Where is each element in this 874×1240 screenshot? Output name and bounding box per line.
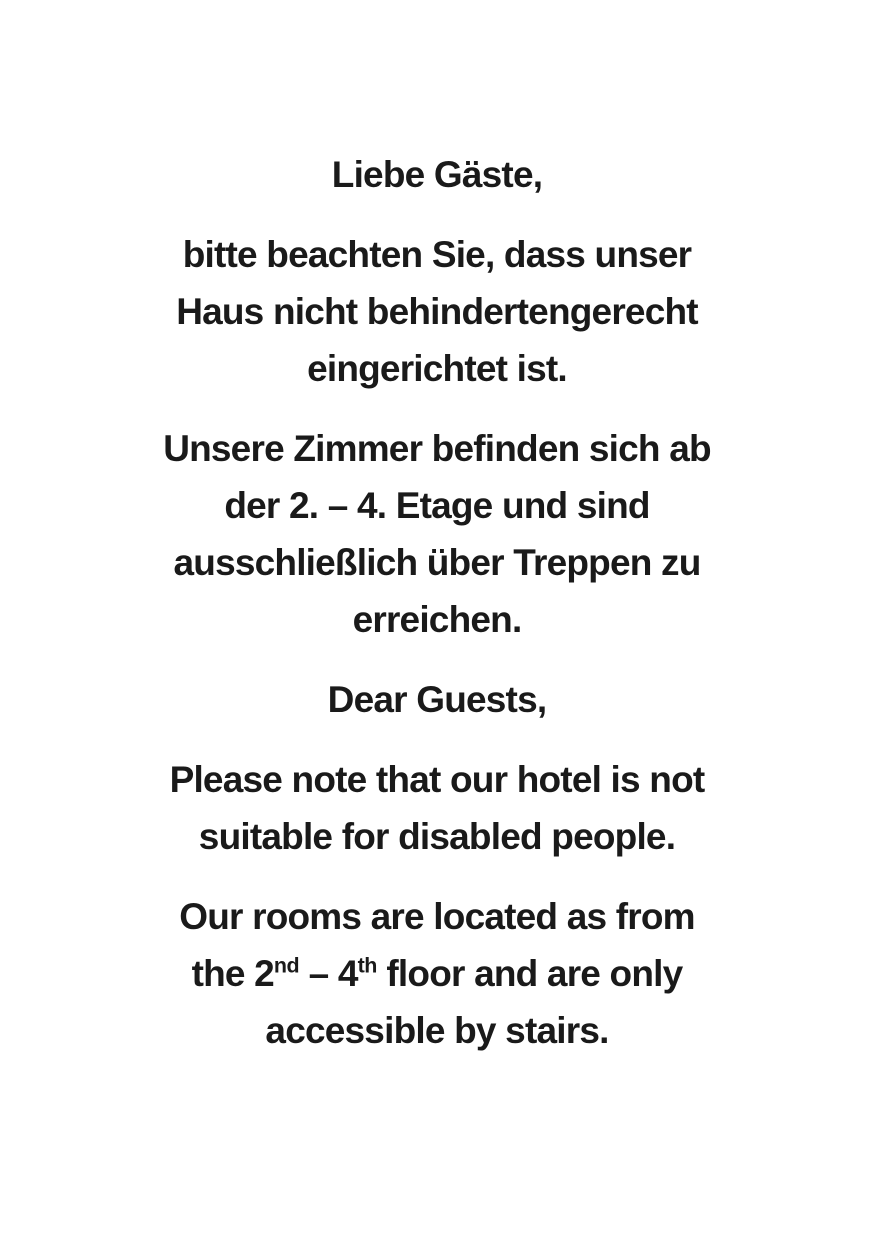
german-salutation	[57, 146, 817, 203]
text-line-segment: eingerichtet ist.	[307, 348, 567, 389]
text-line-segment: bitte beachten Sie, dass unser	[182, 234, 692, 275]
ordinal-superscript: nd	[273, 953, 300, 978]
text-line-segment: ausschließlich über Treppen zu	[173, 542, 701, 583]
text-line-segment: the 2	[191, 953, 274, 994]
english-salutation	[57, 671, 817, 728]
text-line-segment: – 4	[299, 953, 358, 994]
ordinal-superscript: th	[357, 953, 377, 978]
german-rooms-info	[57, 420, 817, 648]
text-line-segment: erreichen.	[352, 599, 522, 640]
text-line-segment: Haus nicht behindertengerecht	[176, 291, 698, 332]
text-line-segment: Liebe Gäste,	[331, 154, 543, 195]
text-line-segment: Our rooms are located as from	[179, 896, 695, 937]
text-line-segment: Unsere Zimmer befinden sich ab	[163, 428, 711, 469]
text-line-segment: Please note that our hotel is not	[169, 759, 705, 800]
text-line-segment: suitable for disabled people.	[198, 816, 676, 857]
text-line-segment: floor and are only	[376, 953, 683, 994]
text-line-segment: Dear Guests,	[327, 679, 547, 720]
english-rooms-info	[57, 888, 817, 1059]
text-line-segment: accessible by stairs.	[265, 1010, 609, 1051]
german-accessibility-note	[57, 226, 817, 397]
text-line-segment: der 2. – 4. Etage und sind	[224, 485, 650, 526]
english-accessibility-note	[57, 751, 817, 865]
